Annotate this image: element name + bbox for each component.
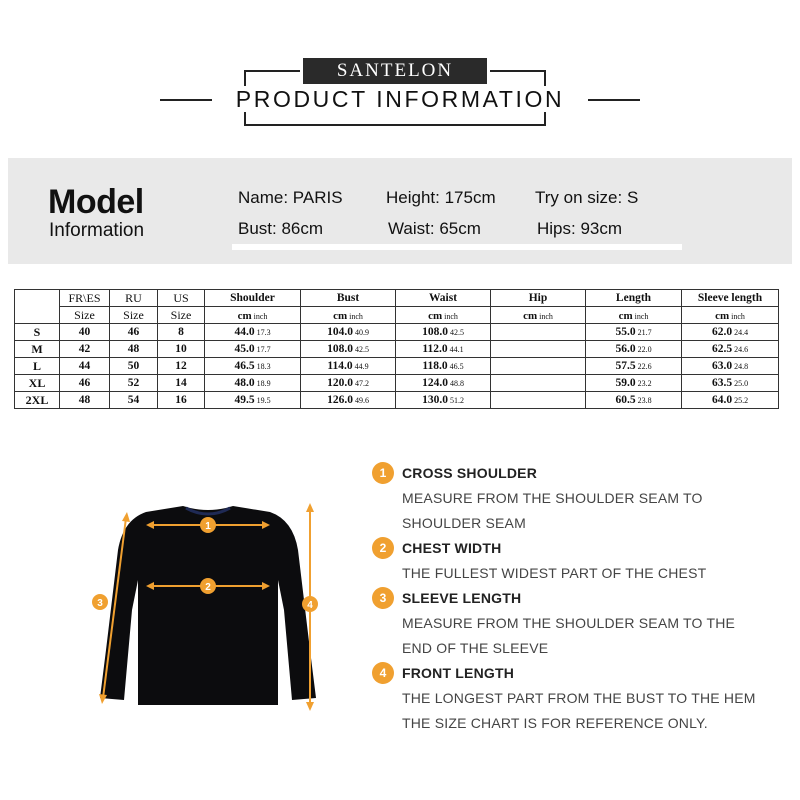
subheader-size: Size [60, 307, 110, 324]
sleeve-value: 64.0 25.2 [682, 392, 779, 409]
page-title: PRODUCT INFORMATION [235, 86, 565, 112]
fr-es-size: 48 [60, 392, 110, 409]
step-3-line-1: MEASURE FROM THE SHOULDER SEAM TO THE [402, 615, 736, 631]
shoulder-value: 49.5 19.5 [205, 392, 301, 409]
sweater-diagram [88, 500, 328, 715]
us-size: 12 [158, 358, 205, 375]
sweater-illustration [88, 500, 328, 715]
model-title: Model [48, 183, 144, 221]
length-arrow-head-top [306, 503, 314, 512]
shoulder-value: 44.0 17.3 [205, 324, 301, 341]
bust-value: 120.0 47.2 [301, 375, 396, 392]
header-rule-top-left [244, 70, 300, 72]
step-2-title: CHEST WIDTH [402, 540, 502, 556]
step-4-line-2: THE SIZE CHART IS FOR REFERENCE ONLY. [402, 715, 708, 731]
step-1-number-icon: 1 [372, 462, 394, 484]
step-1-line-1: MEASURE FROM THE SHOULDER SEAM TO [402, 490, 703, 506]
header-length: Length [586, 290, 682, 307]
model-divider-bar [232, 244, 682, 250]
marker-4-label: 4 [307, 600, 313, 611]
sleeve-arrow-head-top [122, 512, 130, 522]
us-size: 14 [158, 375, 205, 392]
header-rule-right-up [544, 70, 546, 86]
marker-2-label: 2 [205, 582, 211, 593]
model-subtitle: Information [49, 220, 145, 241]
size-label: 2XL [15, 392, 60, 409]
table-row [15, 392, 779, 409]
waist-value: 112.0 44.1 [396, 341, 491, 358]
waist-value: 118.0 46.5 [396, 358, 491, 375]
step-2-number-icon: 2 [372, 537, 394, 559]
length-value: 56.0 22.0 [586, 341, 682, 358]
bust-value: 108.0 42.5 [301, 341, 396, 358]
table-subheader-row [15, 307, 779, 324]
header-shoulder: Shoulder [205, 290, 301, 307]
sleeve-value: 62.0 24.4 [682, 324, 779, 341]
header-rule-top-right [490, 70, 546, 72]
sleeve-arrow-head-bottom [99, 694, 107, 704]
ru-size: 48 [110, 341, 158, 358]
model-height: Height: 175cm [386, 188, 496, 207]
model-name: Name: PARIS [238, 188, 343, 207]
ru-size: 50 [110, 358, 158, 375]
ru-size: 46 [110, 324, 158, 341]
header-ru: RU [110, 290, 158, 307]
us-size: 10 [158, 341, 205, 358]
step-4-title: FRONT LENGTH [402, 665, 515, 681]
length-value: 60.5 23.8 [586, 392, 682, 409]
unit-cell: cm inch [682, 307, 779, 324]
header-sleeve-length: Sleeve length [682, 290, 779, 307]
size-label: M [15, 341, 60, 358]
length-value: 57.5 22.6 [586, 358, 682, 375]
header-us: US [158, 290, 205, 307]
step-1-line-2: SHOULDER SEAM [402, 515, 526, 531]
size-label: L [15, 358, 60, 375]
bust-value: 126.0 49.6 [301, 392, 396, 409]
hip-value [491, 324, 586, 341]
bust-value: 104.0 40.9 [301, 324, 396, 341]
model-bust: Bust: 86cm [238, 219, 324, 238]
sleeve-value: 62.5 24.6 [682, 341, 779, 358]
table-row [15, 341, 779, 358]
header-waist: Waist [396, 290, 491, 307]
fr-es-size: 44 [60, 358, 110, 375]
step-4-line-1: THE LONGEST PART FROM THE BUST TO THE HEM [402, 690, 756, 706]
header-rule-mid-left [160, 99, 212, 101]
marker-1-label: 1 [205, 521, 211, 532]
hip-value [491, 375, 586, 392]
brand-logo: SANTELON [303, 58, 487, 84]
shoulder-value: 48.0 18.9 [205, 375, 301, 392]
fr-es-size: 46 [60, 375, 110, 392]
length-value: 55.0 21.7 [586, 324, 682, 341]
step-3-title: SLEEVE LENGTH [402, 590, 522, 606]
model-try-on-size: Try on size: S [535, 188, 639, 207]
bust-value: 114.0 44.9 [301, 358, 396, 375]
unit-cell: cm inch [396, 307, 491, 324]
step-2-line-1: THE FULLEST WIDEST PART OF THE CHEST [402, 565, 707, 581]
hip-value [491, 392, 586, 409]
hip-value [491, 358, 586, 375]
us-size: 8 [158, 324, 205, 341]
ru-size: 54 [110, 392, 158, 409]
header-rule-left-up [244, 70, 246, 86]
fr-es-size: 42 [60, 341, 110, 358]
step-1-title: CROSS SHOULDER [402, 465, 538, 481]
step-4-number-icon: 4 [372, 662, 394, 684]
marker-3-label: 3 [97, 598, 103, 609]
size-chart-table [14, 289, 779, 409]
step-3-number-icon: 3 [372, 587, 394, 609]
waist-value: 130.0 51.2 [396, 392, 491, 409]
sweater-body [100, 506, 316, 705]
header-rule-bottom [244, 124, 546, 126]
unit-cell: cm inch [301, 307, 396, 324]
sleeve-value: 63.5 25.0 [682, 375, 779, 392]
header-bust: Bust [301, 290, 396, 307]
subheader-size: Size [110, 307, 158, 324]
model-hips: Hips: 93cm [537, 219, 623, 238]
length-arrow-head-bottom [306, 702, 314, 711]
table-row [15, 358, 779, 375]
subheader-size: Size [158, 307, 205, 324]
waist-value: 124.0 48.8 [396, 375, 491, 392]
shoulder-value: 46.5 18.3 [205, 358, 301, 375]
header-rule-mid-right [588, 99, 640, 101]
length-value: 59.0 23.2 [586, 375, 682, 392]
sleeve-value: 63.0 24.8 [682, 358, 779, 375]
unit-cell: cm inch [205, 307, 301, 324]
unit-cell: cm inch [586, 307, 682, 324]
table-header-row [15, 290, 779, 307]
shoulder-value: 45.0 17.7 [205, 341, 301, 358]
ru-size: 52 [110, 375, 158, 392]
model-waist: Waist: 65cm [388, 219, 481, 238]
table-row [15, 375, 779, 392]
size-label: S [15, 324, 60, 341]
fr-es-size: 40 [60, 324, 110, 341]
header-fr-es: FR\ES [60, 290, 110, 307]
header-hip: Hip [491, 290, 586, 307]
hip-value [491, 341, 586, 358]
size-label: XL [15, 375, 60, 392]
unit-cell: cm inch [491, 307, 586, 324]
us-size: 16 [158, 392, 205, 409]
waist-value: 108.0 42.5 [396, 324, 491, 341]
table-corner-cell [15, 290, 60, 324]
table-row [15, 324, 779, 341]
step-3-line-2: END OF THE SLEEVE [402, 640, 549, 656]
